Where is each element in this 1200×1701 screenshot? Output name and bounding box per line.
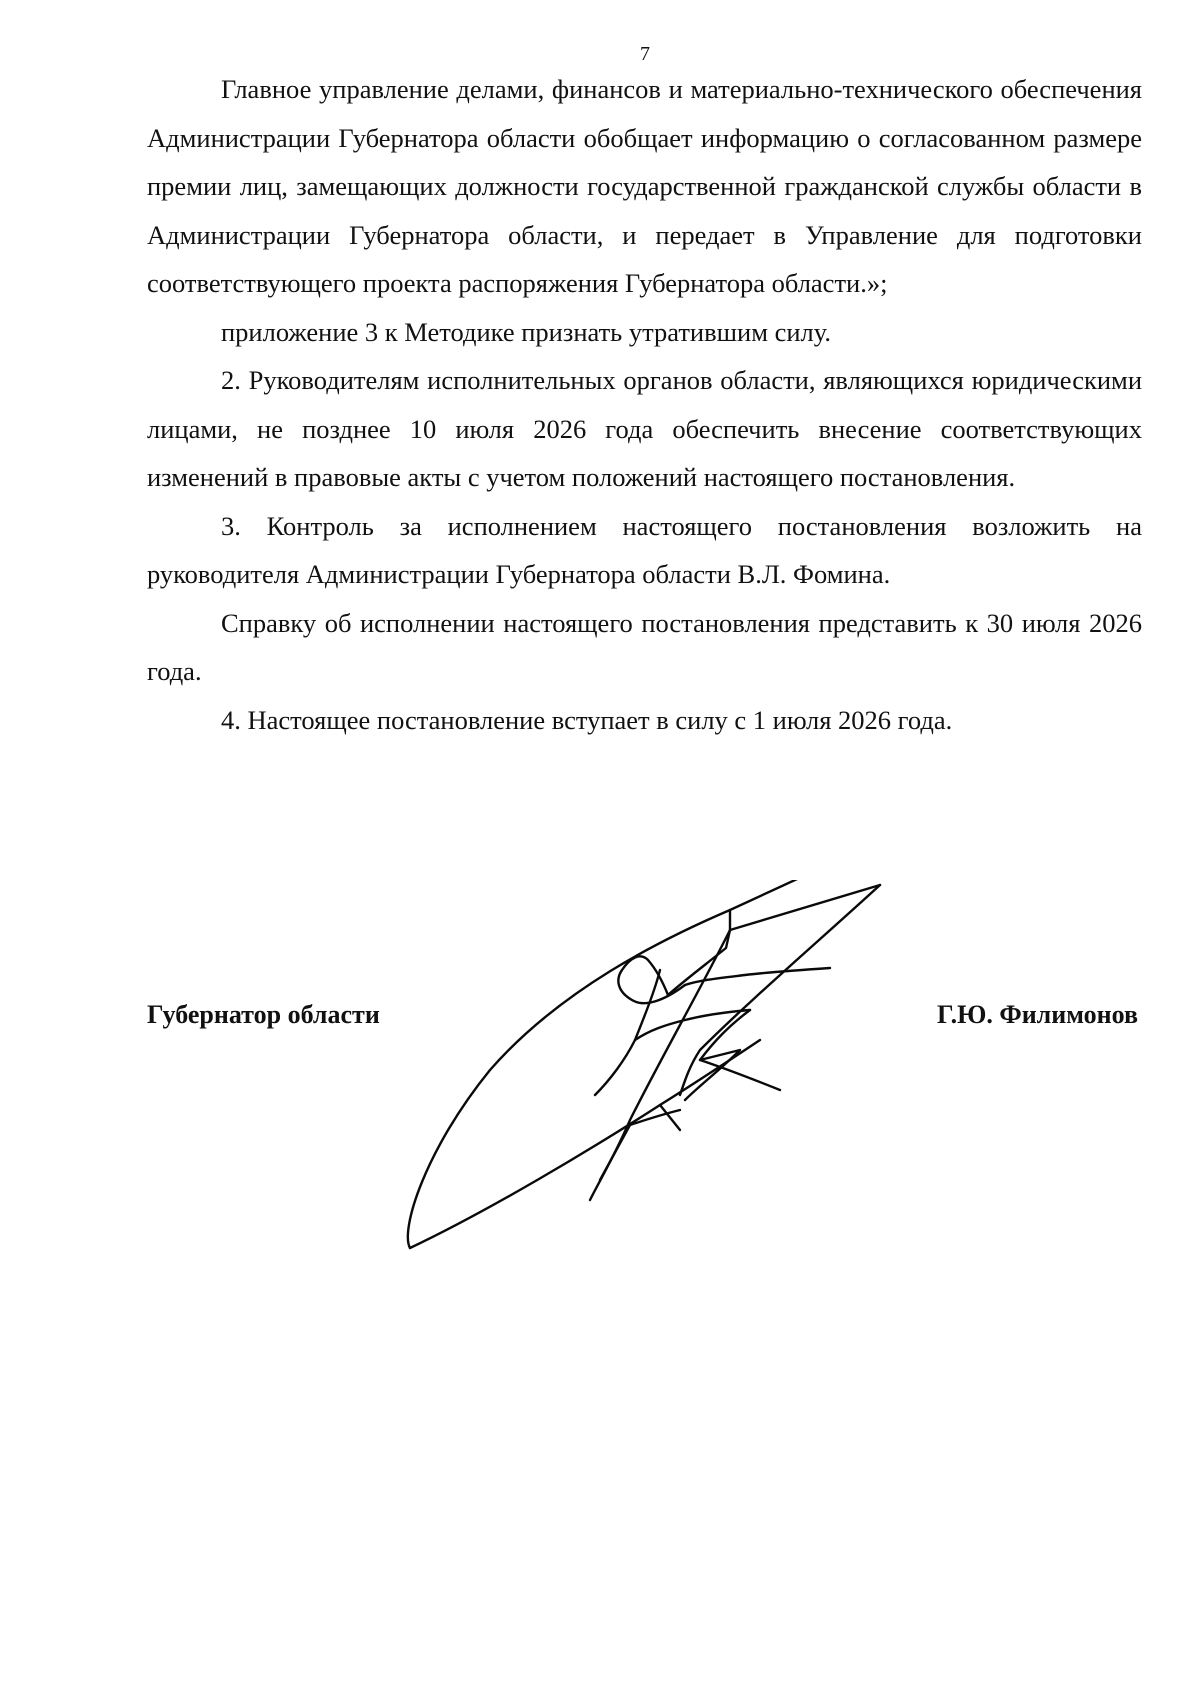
handwritten-signature xyxy=(400,880,960,1270)
paragraph-item-2: 2. Руководителям исполнительных органов области, являющихся юридическими лицами, не позднее 10 июля 2026 года обеспечить внесение соответствующих изменений в правовые акты с учетом положений настоящего постановления. xyxy=(147,365,1142,492)
paragraph-report: Справку об исполнении настоящего постановления представить к 30 июля 2026 года. xyxy=(147,607,1142,686)
paragraph-main-directorate: Главное управление делами, финансов и материально-технического обеспечения Администрации Губернатора области обобщает информацию о согласованном размере премии лиц, замещающих должности государственной гражданской службы области в Администрации Губернатора области, и передает в Управление для подготовки соответствующего проекта распоряжения Губернатора области.»; xyxy=(147,74,1142,298)
signatory-title: Губернатор области xyxy=(147,1000,380,1029)
document-body xyxy=(147,65,1142,744)
paragraph-item-4: 4. Настоящее постановление вступает в силу с 1 июля 2026 года. xyxy=(221,704,953,735)
paragraph-appendix-3: приложение 3 к Методике признать утратившим силу. xyxy=(221,316,831,347)
page-number: 7 xyxy=(640,43,650,65)
paragraph-item-3: 3. Контроль за исполнением настоящего постановления возложить на руководителя Администрации Губернатора области В.Л. Фомина. xyxy=(147,510,1142,589)
signatory-name: Г.Ю. Филимонов xyxy=(936,1000,1138,1029)
